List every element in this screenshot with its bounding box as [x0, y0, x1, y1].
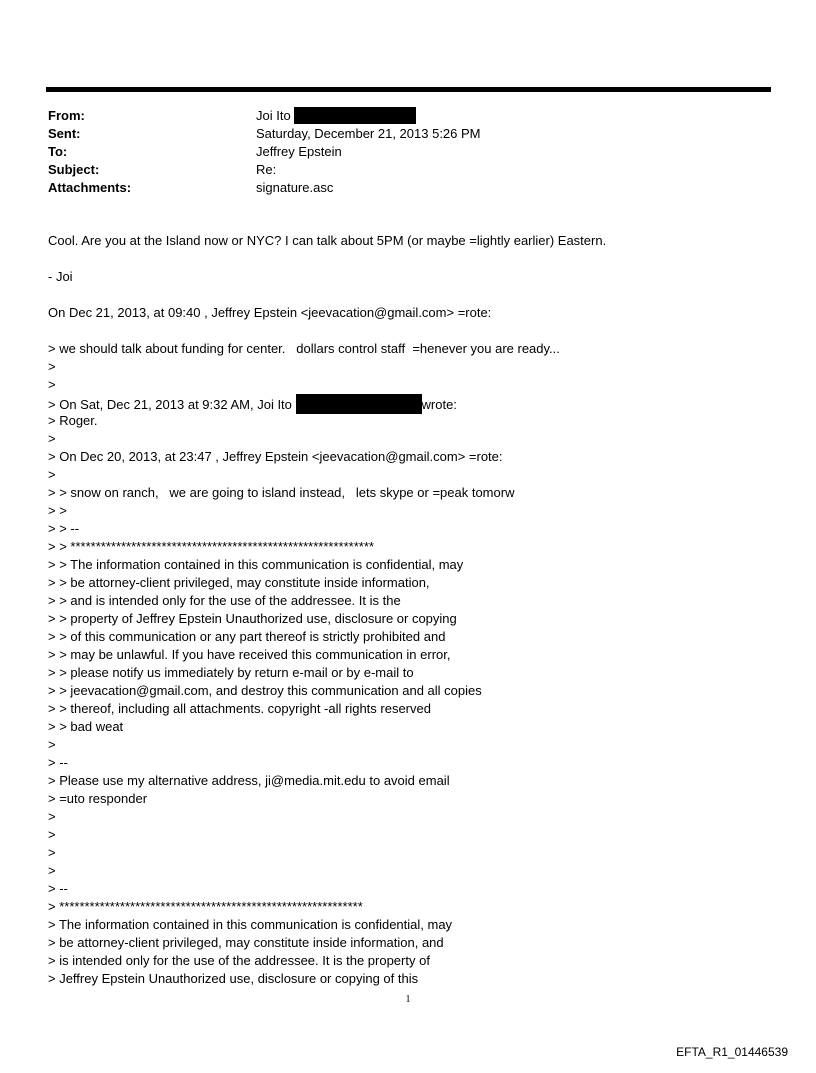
disclaimer-line: > be attorney-client privileged, may constitute inside information, and — [48, 935, 444, 950]
attachments-label: Attachments: — [48, 180, 132, 195]
quote-attribution — [48, 394, 606, 412]
quoted-line: > — [48, 845, 56, 860]
to-label: To: — [48, 144, 68, 159]
disclaimer-line: > Jeffrey Epstein Unauthorized use, disclosure or copying of this — [48, 971, 419, 986]
quoted-line: > — [48, 377, 56, 392]
quoted-line: > > — [48, 503, 67, 518]
disclaimer-line: > > and is intended only for the use of the addressee. It is the — [48, 593, 401, 608]
redaction-box — [296, 394, 422, 414]
disclaimer-line: > > jeevacation@gmail.com, and destroy this communication and all copies — [48, 683, 482, 698]
subject-label: Subject: — [48, 162, 100, 177]
subject-row — [48, 161, 481, 179]
quoted-line: > — [48, 467, 56, 482]
disclaimer-line: > is intended only for the use of the addressee. It is the property of — [48, 953, 430, 968]
disclaimer-line: > > be attorney-client privileged, may constitute inside information, — [48, 575, 430, 590]
quoted-line: > > bad weat — [48, 719, 124, 734]
quoted-line: > we should talk about funding for center. dollars control staff =henever you are ready... — [48, 341, 560, 356]
quoted-line: > — [48, 431, 56, 446]
quote-attribution-wrote: wrote: — [421, 397, 457, 412]
quote-attribution: On Dec 21, 2013, at 09:40 , Jeffrey Epstein <jeevacation@gmail.com> =rote: — [48, 305, 492, 320]
page-number: 1 — [405, 994, 411, 1005]
to-row — [48, 143, 481, 161]
sent-row — [48, 125, 481, 143]
quoted-line: > — [48, 359, 56, 374]
quoted-line: > -- — [48, 755, 68, 770]
to-value: Jeffrey Epstein — [256, 144, 342, 159]
quote-attribution: > On Dec 20, 2013, at 23:47 , Jeffrey Epstein <jeevacation@gmail.com> =rote: — [48, 449, 503, 464]
disclaimer-line: > > property of Jeffrey Epstein Unauthorized use, disclosure or copying — [48, 611, 457, 626]
bates-number: EFTA_R1_01446539 — [676, 1045, 788, 1059]
disclaimer-line: > > please notify us immediately by return e-mail or by e-mail to — [48, 665, 414, 680]
disclaimer-line: > > thereof, including all attachments. copyright -all rights reserved — [48, 701, 431, 716]
from-row — [48, 107, 481, 125]
body-line — [48, 322, 606, 340]
quoted-line: > Please use my alternative address, ji@media.mit.edu to avoid email — [48, 773, 450, 788]
disclaimer-line: > > may be unlawful. If you have received this communication in error, — [48, 647, 451, 662]
from-name: Joi Ito — [256, 108, 291, 123]
body-line — [48, 286, 606, 304]
from-value — [256, 107, 416, 125]
email-header — [48, 107, 481, 197]
disclaimer-line: > The information contained in this communication is confidential, may — [48, 917, 453, 932]
email-body — [48, 232, 606, 988]
disclaimer-line: > > of this communication or any part thereof is strictly prohibited and — [48, 629, 446, 644]
from-label: From: — [48, 108, 85, 123]
quoted-line: > ************************************************************ — [48, 899, 363, 914]
sent-value: Saturday, December 21, 2013 5:26 PM — [256, 126, 481, 141]
signature-line: - Joi — [48, 269, 73, 284]
quoted-line: > -- — [48, 881, 68, 896]
header-rule — [46, 87, 771, 92]
quoted-line: > — [48, 827, 56, 842]
attachments-row — [48, 179, 481, 197]
body-line — [48, 250, 606, 268]
quoted-line: > Roger. — [48, 413, 98, 428]
quoted-line: > > ************************************************************ — [48, 539, 374, 554]
disclaimer-line: > > The information contained in this communication is confidential, may — [48, 557, 464, 572]
quoted-line: > > snow on ranch, we are going to island instead, lets skype or =peak tomorw — [48, 485, 515, 500]
quoted-line: > =uto responder — [48, 791, 148, 806]
quoted-line: > > -- — [48, 521, 80, 536]
sent-label: Sent: — [48, 126, 81, 141]
body-line: Cool. Are you at the Island now or NYC? I can talk about 5PM (or maybe =lightly earlier) Eastern. — [48, 233, 607, 248]
attachment-file: signature.asc — [256, 180, 334, 195]
quote-attribution-text: > On Sat, Dec 21, 2013 at 9:32 AM, Joi Ito — [48, 397, 296, 412]
quoted-line: > — [48, 809, 56, 824]
quoted-line: > — [48, 737, 56, 752]
quoted-line: > — [48, 863, 56, 878]
redaction-box — [294, 107, 416, 124]
subject-value: Re: — [256, 162, 277, 177]
